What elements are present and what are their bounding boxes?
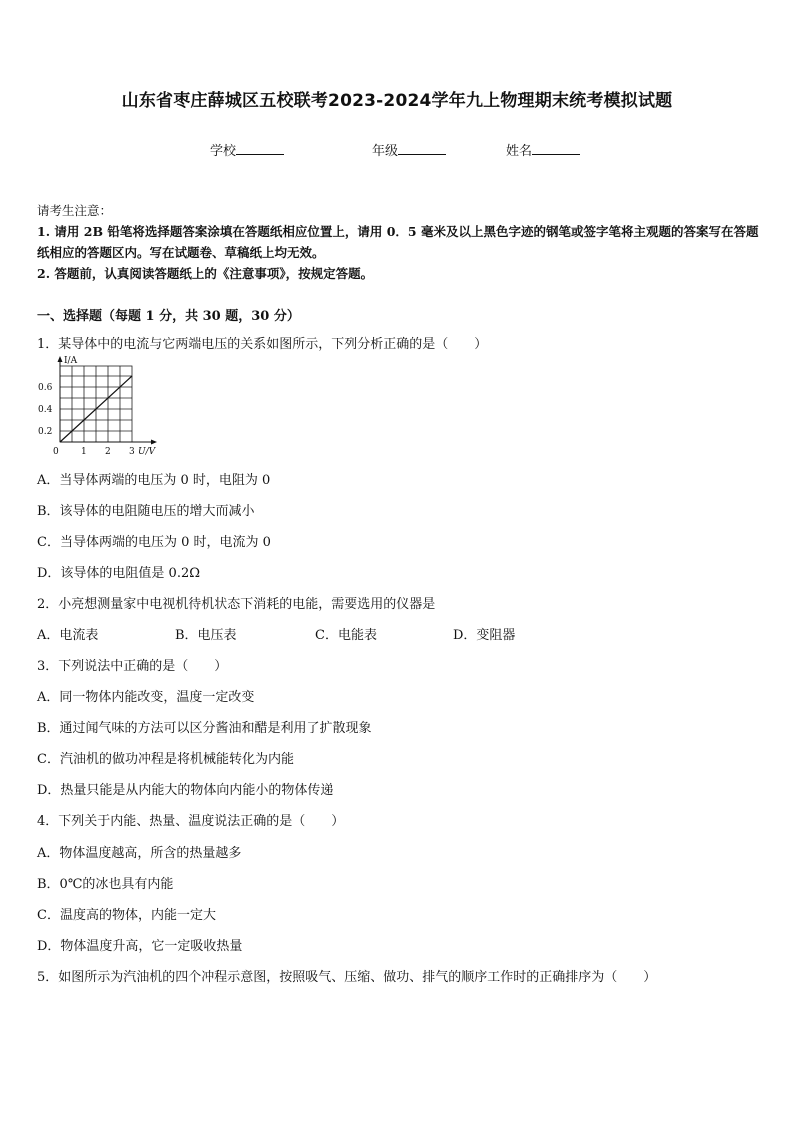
q4-option-a[interactable]: A．物体温度越高，所含的热量越多 bbox=[37, 846, 242, 861]
question-1-stem: 1．某导体中的电流与它两端电压的关系如图所示，下列分析正确的是（ ） bbox=[37, 337, 488, 352]
q4-option-b[interactable]: B．0℃的冰也具有内能 bbox=[37, 877, 174, 892]
question-5-stem: 5．如图所示为汽油机的四个冲程示意图，按照吸气、压缩、做功、排气的顺序工作时的正确排序为（ ） bbox=[37, 970, 657, 985]
x-tick-0: 1 bbox=[81, 447, 87, 457]
section-heading: 一、选择题（每题 1 分，共 30 题，30 分） bbox=[37, 309, 300, 324]
q3-option-c[interactable]: C．汽油机的做功冲程是将机械能转化为内能 bbox=[37, 752, 294, 767]
q2-option-c[interactable]: C．电能表 bbox=[315, 628, 377, 643]
y-tick-1: 0.4 bbox=[38, 405, 53, 415]
notice-block bbox=[37, 200, 762, 284]
q3-option-d[interactable]: D．热量只能是从内能大的物体向内能小的物体传递 bbox=[37, 783, 334, 798]
grade-field bbox=[372, 140, 446, 159]
name-label: 姓名 bbox=[506, 144, 533, 159]
grade-blank[interactable] bbox=[398, 142, 446, 155]
q4-option-c[interactable]: C．温度高的物体，内能一定大 bbox=[37, 908, 216, 923]
q4-option-d[interactable]: D．物体温度升高，它一定吸收热量 bbox=[37, 939, 243, 954]
q2-option-a[interactable]: A．电流表 bbox=[37, 628, 99, 643]
q2-option-b[interactable]: B．电压表 bbox=[175, 628, 237, 643]
notice-item-1: 1. 请用 2B 铅笔将选择题答案涂填在答题纸相应位置上，请用 0．5 毫米及以上黑色字迹的钢笔或签字笔将主观题的答案写在答题纸相应的答题区内。写在试题卷、草稿纸上均无效。 bbox=[37, 224, 759, 260]
school-blank[interactable] bbox=[236, 142, 284, 155]
page-title: 山东省枣庄薛城区五校联考2023-2024学年九上物理期末统考模拟试题 bbox=[121, 91, 673, 111]
notice-item-2: 2. 答题前，认真阅读答题纸上的《注意事项》，按规定答题。 bbox=[37, 266, 374, 281]
q3-option-a[interactable]: A．同一物体内能改变，温度一定改变 bbox=[37, 690, 255, 705]
q2-option-d[interactable]: D．变阻器 bbox=[453, 628, 516, 643]
q3-option-b[interactable]: B．通过闻气味的方法可以区分酱油和醋是利用了扩散现象 bbox=[37, 721, 372, 736]
graph-grid bbox=[60, 366, 132, 442]
q1-option-d[interactable]: D．该导体的电阻值是 0.2Ω bbox=[37, 566, 201, 581]
q1-option-c[interactable]: C．当导体两端的电压为 0 时，电流为 0 bbox=[37, 535, 271, 550]
q2-options bbox=[37, 624, 515, 643]
school-field bbox=[210, 140, 284, 159]
x-tick-1: 2 bbox=[105, 447, 111, 457]
grade-label: 年级 bbox=[372, 144, 399, 159]
y-axis-label: I/A bbox=[64, 356, 78, 366]
name-blank[interactable] bbox=[532, 142, 580, 155]
question-4-stem: 4．下列关于内能、热量、温度说法正确的是（ ） bbox=[37, 814, 345, 829]
q1-option-a[interactable]: A．当导体两端的电压为 0 时，电阻为 0 bbox=[37, 473, 271, 488]
x-axis-label: U/V bbox=[138, 447, 156, 457]
question-2-stem: 2．小亮想测量家中电视机待机状态下消耗的电能，需要选用的仪器是 bbox=[37, 597, 436, 612]
origin-label: 0 bbox=[53, 447, 59, 457]
name-field bbox=[506, 140, 580, 159]
current-voltage-graph bbox=[36, 354, 166, 460]
y-axis-arrow-icon bbox=[58, 356, 63, 362]
y-tick-0: 0.6 bbox=[38, 383, 53, 393]
y-tick-2: 0.2 bbox=[38, 427, 53, 437]
x-axis-arrow-icon bbox=[151, 440, 157, 445]
school-label: 学校 bbox=[210, 144, 237, 159]
x-tick-2: 3 bbox=[129, 447, 135, 457]
question-3-stem: 3．下列说法中正确的是（ ） bbox=[37, 659, 228, 674]
notice-heading: 请考生注意： bbox=[37, 203, 113, 218]
q1-option-b[interactable]: B．该导体的电阻随电压的增大而减小 bbox=[37, 504, 255, 519]
